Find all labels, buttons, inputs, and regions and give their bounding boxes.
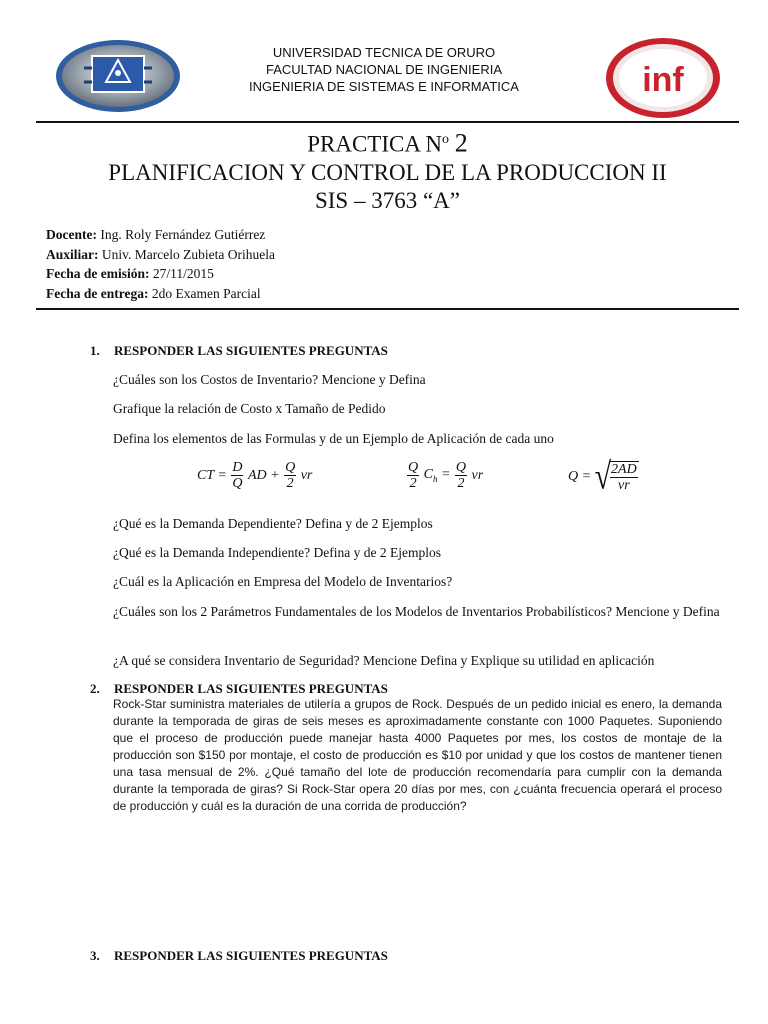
faculty-name: FACULTAD NACIONAL DE INGENIERIA: [266, 62, 502, 77]
question-1-8: ¿A qué se considera Inventario de Seguridad? Mencione Defina y Explique su utilidad en aplicación: [113, 653, 655, 668]
formula-equilibrium: $\frac{Q}{2}$ $C_h$ = $\frac{Q}{2}$ vr: [408, 460, 484, 491]
question-1-1: ¿Cuáles son los Costos de Inventario? Mencione y Defina: [113, 372, 426, 387]
question-1-4: ¿Qué es la Demanda Dependiente? Defina y de 2 Ejemplos: [113, 516, 433, 531]
course-title: PLANIFICACION Y CONTROL DE LA PRODUCCION II: [108, 159, 667, 185]
program-name: INGENIERIA DE SISTEMAS E INFORMATICA: [249, 79, 519, 94]
section-2-heading: 2. RESPONDER LAS SIGUIENTES PREGUNTAS: [90, 681, 388, 696]
question-1-6: ¿Cuál es la Aplicación en Empresa del Modelo de Inventarios?: [113, 574, 453, 589]
institution-header: [184, 44, 584, 95]
question-1-7: ¿Cuáles son los 2 Parámetros Fundamentales de los Modelos de Inventarios Probabilísticos? Mencione y Defina: [113, 604, 720, 619]
info-emision: Fecha de emisión: 27/11/2015: [46, 266, 214, 281]
university-logo: [54, 38, 182, 114]
university-name: UNIVERSIDAD TECNICA DE ORURO: [272, 45, 496, 60]
info-auxiliar: Auxiliar: Univ. Marcelo Zubieta Orihuela: [46, 246, 275, 262]
info-entrega: Fecha de entrega: 2do Examen Parcial: [46, 285, 261, 301]
header-rule: [36, 121, 739, 123]
info-rule: [36, 308, 739, 310]
formula-total-cost: CT = $\frac{D}{Q}$ AD + $\frac{Q}{2}$ vr: [197, 460, 313, 491]
practice-title: PRACTICA $N^o$ 2: [307, 128, 468, 158]
section-3-heading: 3. RESPONDER LAS SIGUIENTES PREGUNTAS: [90, 948, 388, 963]
question-1-2: Grafique la relación de Costo x Tamaño de Pedido: [113, 401, 386, 416]
question-1-5: ¿Qué es la Demanda Independiente? Defina y de 2 Ejemplos: [113, 545, 441, 560]
section-1-heading: 1. RESPONDER LAS SIGUIENTES PREGUNTAS: [90, 343, 388, 358]
inf-logo-text: inf: [642, 61, 684, 99]
course-info: [46, 225, 275, 303]
formula-row: [0, 455, 768, 502]
inf-logo: [604, 36, 722, 120]
question-1-3: Defina los elementos de las Formulas y de un Ejemplo de Aplicación de cada uno: [113, 431, 554, 446]
formula-optimal-q: Q = √ $\frac{2AD}{vr}$: [568, 455, 637, 497]
section-2-problem: Rock-Star suministra materiales de utilería a grupos de Rock. Después de un pedido inicial es enero, la demanda durante la temporada de giras de seis meses es aproximadamente constante con 1000 Paquetes. Suponiendo que el proceso de producción puede manejar hasta 4000 Paquetes por mes, los costos de montaje de la producción son $150 por montaje, el costo de producción es $10 por unidad y que los costos de mantener tienen una tasa mensual de 2%. ¿Qué tamaño del lote de producción recomendaría para cumplir con la demanda durante la temporada de giras? Si Rock-Star opera 20 días por mes, con ¿cuánta frecuencia operará el proceso de producción y cuál es la duración de una corrida de producción?: [113, 697, 722, 813]
info-docente: Docente: Ing. Roly Fernández Gutiérrez: [46, 227, 266, 242]
course-code: SIS – 3763 “A”: [314, 187, 461, 213]
title-block: [36, 126, 739, 215]
